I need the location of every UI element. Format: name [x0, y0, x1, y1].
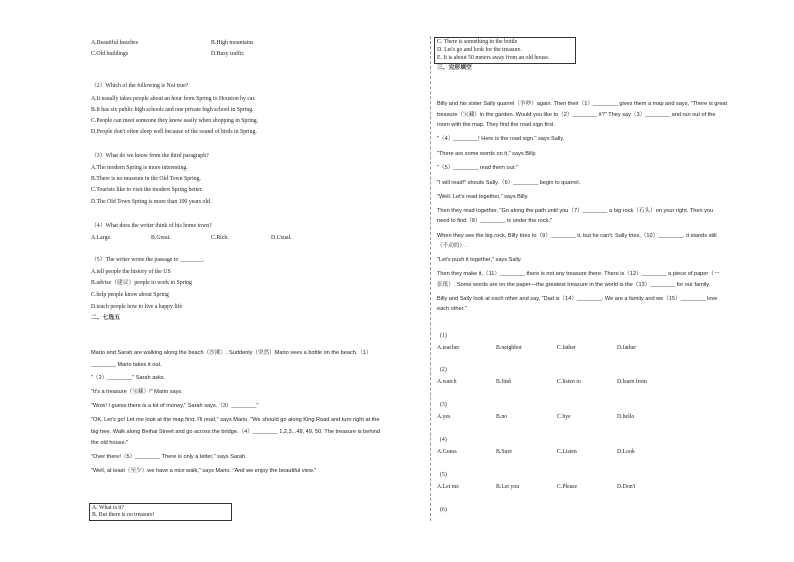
passage-line: "Over there!（5）________ There is only a letter," says Sarah.	[91, 454, 247, 460]
passage-line: "OK. Let's go! Let me look at the map first, I'll read," says Mario. "We should go along King Road and turn right at the	[91, 417, 380, 423]
q4-option-b: B.Great.	[151, 235, 171, 241]
option-c: C. There is something in the bottle	[437, 39, 518, 45]
q1-option-b: B.High mountains	[211, 40, 254, 46]
choice-c: C.father	[557, 345, 576, 351]
q5-option-b: B.advise（建议）people to work in Spring	[91, 280, 192, 286]
question-number: (6)	[440, 507, 447, 513]
choice-d: D.father	[617, 345, 637, 351]
choice-d: D.hello	[617, 414, 635, 420]
choice-c: C.Please	[557, 484, 578, 490]
choice-a: A.yes	[437, 414, 451, 420]
passage-line: "There are some words on it," says Billy.	[437, 151, 537, 157]
section3-title: 三、完形填空	[437, 65, 472, 71]
question-number: (3)	[440, 402, 447, 408]
choice-a: A.watch	[437, 379, 457, 385]
question-number: (2)	[440, 367, 447, 373]
choice-a: A.teacher	[437, 345, 460, 351]
choice-d: D.learn from	[617, 379, 647, 385]
passage-line: "（5）________ read them out."	[437, 165, 518, 171]
passage-line: "（4）________! Here is the road sign." says Sally.	[437, 136, 565, 142]
q2-option-a: A.It usually takes people about an hour from Spring to Houston by car.	[91, 96, 256, 102]
option-d: D. Let's go and look for the treasure.	[437, 47, 522, 53]
passage-line: treasure（宝藏）in the garden. Would you like to（2）________ it?" They say（3）________ and run out of the	[437, 112, 716, 118]
passage-line: Billy and Sally look at each other and say, "Dad is（14）________. We are a family and we（15）________ love	[437, 296, 718, 302]
q3-option-a: A.The modern Spring is more interesting.	[91, 165, 188, 171]
passage-line: "Wow! I guess there is a lot of money," Sarah says.（3）________"	[91, 403, 259, 409]
q2-option-b: B.It has six public high schools and one private high school in Spring.	[91, 107, 254, 113]
q2-option-c: C.People can meet someone they know easily when shopping in Spring.	[91, 118, 259, 124]
q5-option-d: D.teach people how to live a happy life	[91, 304, 183, 310]
passage-line: "Well. Let's read together," says Billy.	[437, 194, 529, 200]
options-box-right	[434, 37, 576, 64]
q3-option-d: D.The Old Town Spring is more than 100 years old.	[91, 199, 212, 205]
q4-option-c: C.Rich.	[211, 235, 229, 241]
options-box-left	[89, 503, 232, 521]
passage-line: need to find（8）________ is under the rock."	[437, 218, 552, 224]
passage-line: the old house."	[91, 440, 129, 446]
question-number: (5)	[440, 472, 447, 478]
choice-d: D.Don't	[617, 484, 636, 490]
choice-c: C.listen to	[557, 379, 581, 385]
q1-option-d: D.Busy traffic	[211, 51, 245, 57]
column-divider	[430, 36, 431, 521]
q5-option-c: C.help people know about Spring	[91, 292, 169, 298]
q4-option-d: D.Usual.	[271, 235, 292, 241]
option-b: B. But there is no treasure!	[92, 512, 155, 518]
choice-d: D.Look	[617, 449, 635, 455]
choice-c: C.bye	[557, 414, 571, 420]
choice-b: B.no	[496, 414, 508, 420]
option-e: E. It is about 50 meters away from an old house.	[437, 55, 550, 61]
passage-line: room with the map. They find the road sign first.	[437, 122, 556, 128]
passage-line: （不动的）.	[437, 243, 467, 249]
choice-b: B.Let you	[496, 484, 520, 490]
passage-line: each other."	[437, 306, 467, 312]
question-number: (4)	[440, 437, 447, 443]
question-number: (1)	[440, 333, 447, 339]
choice-b: B.neighbor	[496, 345, 522, 351]
q5-stem: （5）The writer wrote the passage to ________.	[91, 257, 205, 263]
passage-line: Billy and his sister Sally quarrel（争吵）again. Then their（1）________ gives them a map and says, "There is great	[437, 101, 728, 107]
passage-line: "Well, at least（至少）we have a nice walk," says Mario. "And we enjoy the beautiful view."	[91, 468, 317, 474]
passage-line: "Let's push it together," says Sally.	[437, 257, 522, 263]
passage-line: big tree. Walk along Beihai Street and go across the bridge.（4）________ 1,2,3...48, 49, 50. The treasure is behind	[91, 429, 380, 435]
q5-option-a: A.tell people the history of the US	[91, 269, 171, 275]
option-a: A. What is it?	[92, 505, 125, 511]
choice-c: C.Listen	[557, 449, 577, 455]
passage-line: "（2）________" Sarah asks.	[91, 375, 166, 381]
choice-b: B.find	[496, 379, 511, 385]
passage-line: "It's a treasure（宝藏）!" Mario says.	[91, 389, 183, 395]
passage-line: When they see the big rock, Billy tries to（9）________ it. but he can't. Sally tries,（10）________. it stands still	[437, 233, 717, 239]
passage-line: ________ Mario takes it out.	[91, 362, 162, 368]
choice-a: A.Let me	[437, 484, 459, 490]
choice-b: B.Sure	[496, 449, 512, 455]
q3-option-c: C.Tourists like to visit the modern Spring better.	[91, 187, 203, 193]
passage-line: Then they make it,（11）________ there is not any treasure there. There is（12）________ a piece of paper（一	[437, 271, 720, 277]
passage-line: Mario and Sarah are walking along the beach（沙滩）. Suddenly（突然）Mario sees a bottle on the beach.（1）	[91, 350, 372, 356]
q3-option-b: B.There is no museum in the Old Town Spring.	[91, 176, 201, 182]
q3-stem: （3）What do we know from the third paragraph?	[91, 153, 209, 159]
choice-a: A.Guess	[437, 449, 457, 455]
q2-option-d: D.People don't often sleep well because of the sound of birds in Spring.	[91, 129, 257, 135]
q2-stem: （2）Which of the following is Not true?	[91, 83, 189, 89]
q1-option-c: C.Old buildings	[91, 51, 129, 57]
q4-option-a: A.Large.	[91, 235, 112, 241]
q4-stem: （4）What does the writer think of his home town?	[91, 223, 212, 229]
passage-line: 张纸）. Some words are on the paper—the greatest treasure in the world is the（13）________ for our family.	[437, 282, 711, 288]
q1-option-a: A.Beautiful beaches	[91, 40, 139, 46]
passage-line: Then they read together, "Go along the path until you（7）________ a big rock（石头）on your right. Then you	[437, 208, 714, 214]
passage-line: "I will read!" shouts Sally.（6）________ begin to quarrel.	[437, 180, 581, 186]
section2-title: 二、七选五	[91, 315, 120, 321]
